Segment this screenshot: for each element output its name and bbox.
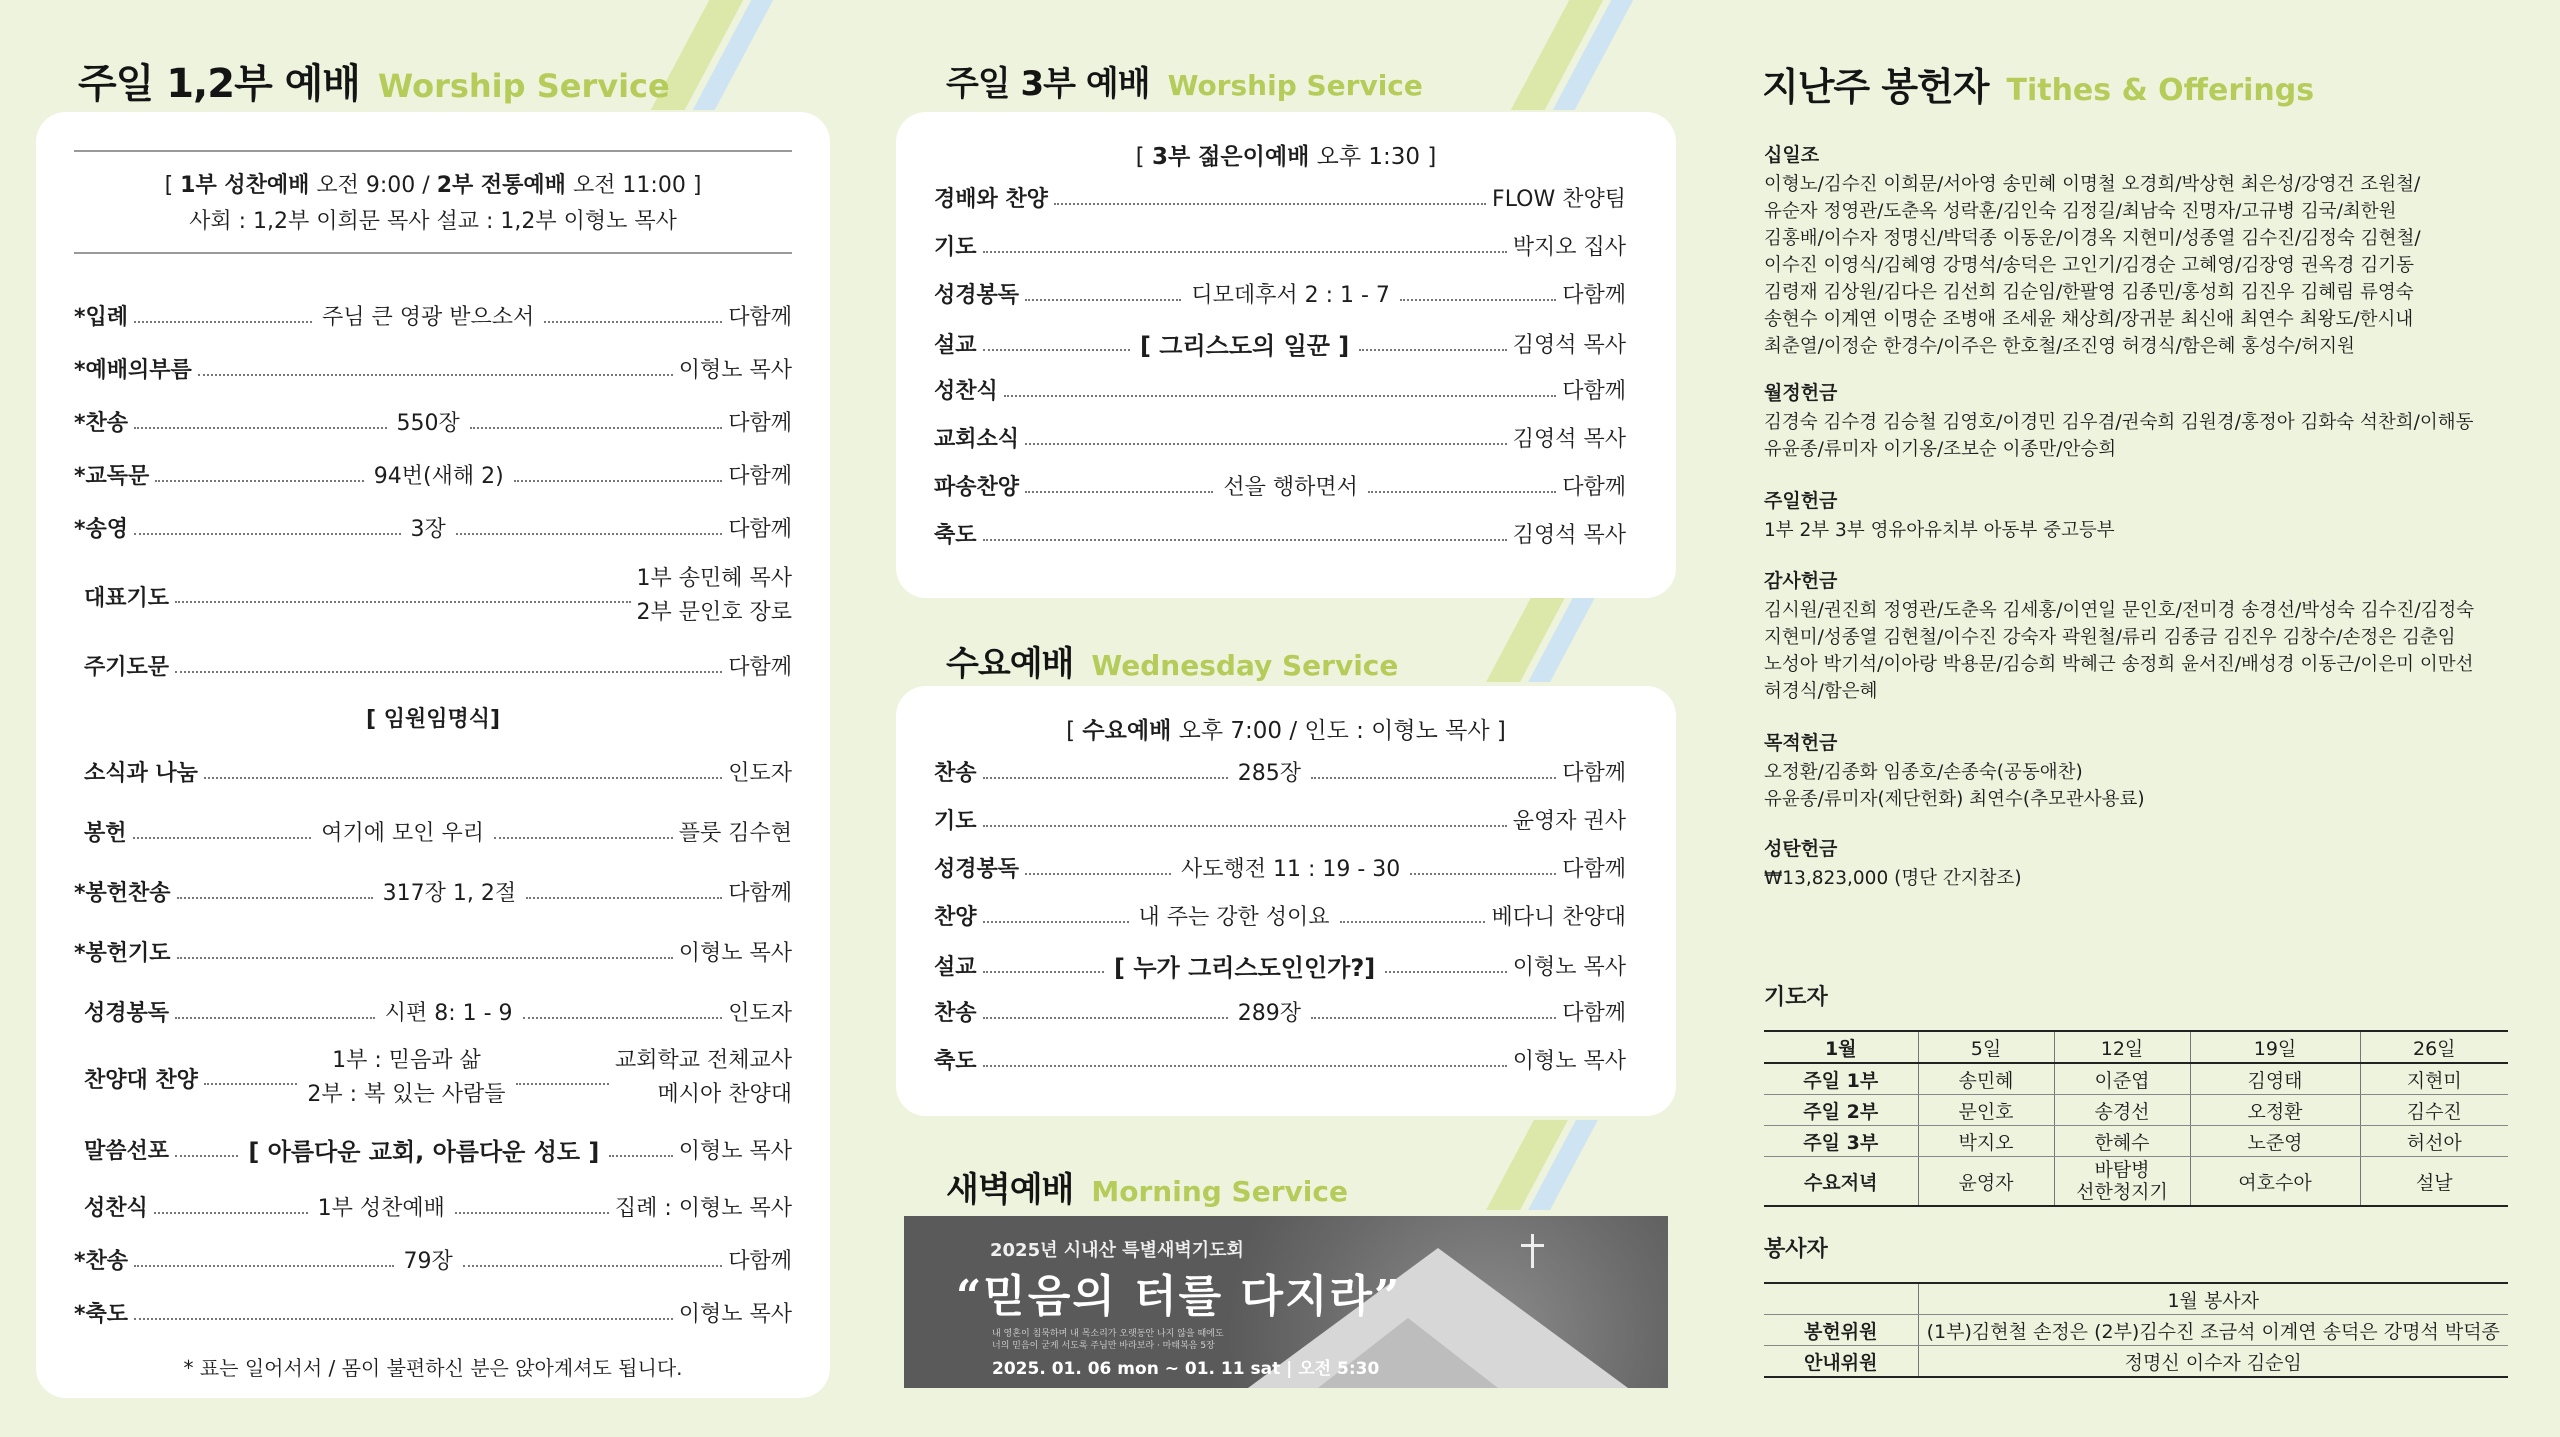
- title-wednesday: [946, 636, 1398, 685]
- divider: [74, 252, 792, 254]
- order-row: *입례 주님 큰 영광 받으소서 다함께: [74, 305, 792, 330]
- order-row: 찬양대 찬양 1부 : 믿음과 삶 2부 : 복 있는 사람들 교회학교 전체교사 메시아 찬양대: [84, 1048, 792, 1107]
- banner-dates: 2025. 01. 06 mon ~ 01. 11 sat | 오전 5:30: [992, 1359, 1380, 1379]
- title-en: Worship Service: [1167, 69, 1423, 102]
- title-ko: 주일 1,2부 예배: [78, 61, 360, 107]
- order-row: *송영 3장 다함께: [74, 517, 792, 542]
- order-row: 축도 이형노 목사: [934, 1049, 1626, 1074]
- offering-christmas: 성탄헌금 ₩13,823,000 (명단 간지참조): [1764, 838, 2022, 889]
- banner-title: “믿음의 터를 다지라”: [956, 1271, 1402, 1322]
- banner-subtitle: 2025년 시내산 특별새벽기도회: [990, 1240, 1244, 1261]
- order-row: 설교 [ 누가 그리스도인인가?] 이형노 목사: [934, 954, 1627, 982]
- order-row: 기도 윤영자 권사: [934, 809, 1626, 834]
- prayer-title: 기도자: [1764, 985, 1828, 1010]
- title-offerings: [1762, 56, 2314, 111]
- title-ko: 새벽예배: [946, 1170, 1074, 1210]
- offering-sunday: 주일헌금 1부 2부 3부 영유아유치부 아동부 중고등부: [1764, 490, 2115, 541]
- title-sunday12: [78, 52, 670, 109]
- title-ko: 주일 3부 예배: [946, 64, 1150, 104]
- offering-monthly: 월정헌금 김경숙 김수경 김승철 김영호/이경민 김우겸/권숙희 김원경/홍정아 김화숙 석찬희/이해동 유윤종/류미자 이기옹/조보순 이종만/안승희: [1764, 382, 2474, 460]
- order-row: *축도 이형노 목사: [74, 1302, 792, 1327]
- offering-tithe: 십일조 이형노/김수진 이희문/서아영 송민혜 이명철 오경희/박상현 최은성/강영건 조원철/ 유순자 정영관/도춘옥 성락훈/김인숙 김정길/최남숙 진명자/고규병 김국/최한원 김홍배/이수자 정명신/박덕종 이동운/이경옥 지현미/성종열 김수진/김정숙 김현철/ 이수진 이영식/김혜영 강명석/송덕은 고인기/김경순 고혜영/김장영 권옥경 김기동 김령재 김상원/김다은 김선희 김순임/한팔영 김종민/홍성희 김진우 김혜림 류영숙 송현수 이계연 이명순 조병애 조세윤 채상희/장귀분 최신애 최연수 최왕도/한시내 최춘열/이정순 한경수/이주은 한호철/조진영 허경식/함은혜 홍성수/허지원: [1764, 144, 2421, 357]
- order-row: 기도 박지오 집사: [934, 235, 1626, 260]
- order-row: *찬송 79장 다함께: [74, 1249, 792, 1274]
- title-morning: [946, 1162, 1348, 1211]
- title-en: Worship Service: [377, 67, 670, 105]
- morning-prayer-banner: [904, 1216, 1668, 1388]
- order-row: 성경봉독 시편 8: 1 - 9 인도자: [84, 1001, 793, 1026]
- offering-thanks: 감사헌금 김시원/권진희 정영관/도춘옥 김세홍/이연일 문인호/전미경 송경선/박성숙 김수진/김정숙 지현미/성종열 김현철/이수진 강숙자 곽원철/류리 김종금 김진우 김창수/손정은 김춘임 노성아 박기석/이아랑 박용문/김승희 박혜근 송정희 윤서진/배성경 이동근/이은미 이만선 허경식/함은혜: [1764, 570, 2475, 702]
- service-title: 봉사자: [1764, 1237, 1828, 1262]
- cross-icon: [1518, 1234, 1548, 1268]
- title-en: Morning Service: [1091, 1175, 1348, 1208]
- prayer-table: 1월 5일 12일 19일 26일 주일 1부 송민혜 이준엽 김영태 지현미 주일 2부 문인호 송경선 오정환 김수진 주일 3부 박지오 한혜수 노준영 허선아 수요저녁 윤영자 바탐병 선한청지기 여호수아 설날: [1764, 1030, 2508, 1207]
- order-row: 성경봉독 사도행전 11 : 19 - 30 다함께: [934, 857, 1626, 882]
- order-row: 성경봉독 디모데후서 2 : 1 - 7 다함께: [934, 283, 1627, 308]
- order-row: 설교 [ 그리스도의 일꾼 ] 김영석 목사: [934, 332, 1627, 360]
- sunday3-card: [896, 112, 1676, 598]
- order-row: 주기도문 다함께: [84, 655, 792, 680]
- wednesday-header: [ 수요예배 오후 7:00 / 인도 : 이형노 목사 ]: [1066, 718, 1506, 744]
- order-row: *찬송 550장 다함께: [74, 411, 792, 436]
- order-row: 찬송 289장 다함께: [934, 1001, 1626, 1026]
- order-row: 성찬식 1부 성찬예배 집례 : 이형노 목사: [84, 1196, 792, 1221]
- order-row: 경배와 찬양 FLOW 찬양팀: [934, 187, 1626, 212]
- sunday12-header-line1: [ 1부 성찬예배 오전 9:00 / 2부 전통예배 오전 11:00 ]: [164, 173, 702, 198]
- order-row: 축도 김영석 목사: [934, 523, 1626, 548]
- order-row: 찬양 내 주는 강한 성이요 베다니 찬양대: [934, 905, 1626, 930]
- title-en: Wednesday Service: [1091, 649, 1399, 682]
- offering-purpose: 목적헌금 오정환/김종화 임종호/손종숙(공동애찬) 유윤종/류미자(제단헌화) 최연수(추모관사용료): [1764, 732, 2145, 810]
- sunday12-card: [36, 112, 830, 1398]
- order-row: 대표기도 1부 송민혜 목사 2부 문인호 장로: [84, 566, 792, 625]
- divider: [74, 150, 792, 152]
- order-row: *교독문 94번(새해 2) 다함께: [74, 464, 793, 489]
- banner-verse: 내 영혼이 침묵하며 내 목소리가 오랫동안 나지 않을 때에도 너의 믿음이 굳게 서도록 주님만 바라보라 · 마태복음 5장: [992, 1329, 1224, 1351]
- order-row: *예배의부름 이형노 목사: [74, 358, 792, 383]
- order-row: 파송찬양 선을 행하면서 다함께: [934, 475, 1627, 500]
- order-row: *봉헌찬송 317장 1, 2절 다함께: [74, 881, 793, 906]
- sunday3-header: [ 3부 젊은이예배 오후 1:30 ]: [1135, 144, 1437, 170]
- title-sunday3: [946, 56, 1423, 105]
- order-row: 찬송 285장 다함께: [934, 761, 1626, 786]
- title-ko: 지난주 봉헌자: [1762, 65, 1989, 109]
- order-row: *봉헌기도 이형노 목사: [74, 941, 792, 966]
- order-row: 성찬식 다함께: [934, 379, 1626, 404]
- title-en: Tithes & Offerings: [2006, 73, 2315, 108]
- wednesday-card: [896, 686, 1676, 1116]
- appointment-heading: [ 임원임명식]: [365, 707, 501, 732]
- footnote: * 표는 일어서서 / 몸이 불편하신 분은 앉아계셔도 됩니다.: [183, 1356, 683, 1380]
- service-table: 1월 봉사자 봉헌위원 (1부)김현철 손정은 (2부)김수진 조금석 이계연 송덕은 강명석 박덕종 안내위원 정명신 이수자 김순임: [1764, 1282, 2508, 1378]
- title-ko: 수요예배: [946, 644, 1074, 684]
- order-row: 봉헌 여기에 모인 우리 플룻 김수현: [84, 821, 793, 846]
- order-row: 소식과 나눔 인도자: [84, 761, 792, 786]
- order-row: 말씀선포 [ 아름다운 교회, 아름다운 성도 ] 이형노 목사: [84, 1138, 793, 1166]
- sunday12-header-line2: 사회 : 1,2부 이희문 목사 설교 : 1,2부 이형노 목사: [189, 209, 677, 234]
- order-row: 교회소식 김영석 목사: [934, 427, 1626, 452]
